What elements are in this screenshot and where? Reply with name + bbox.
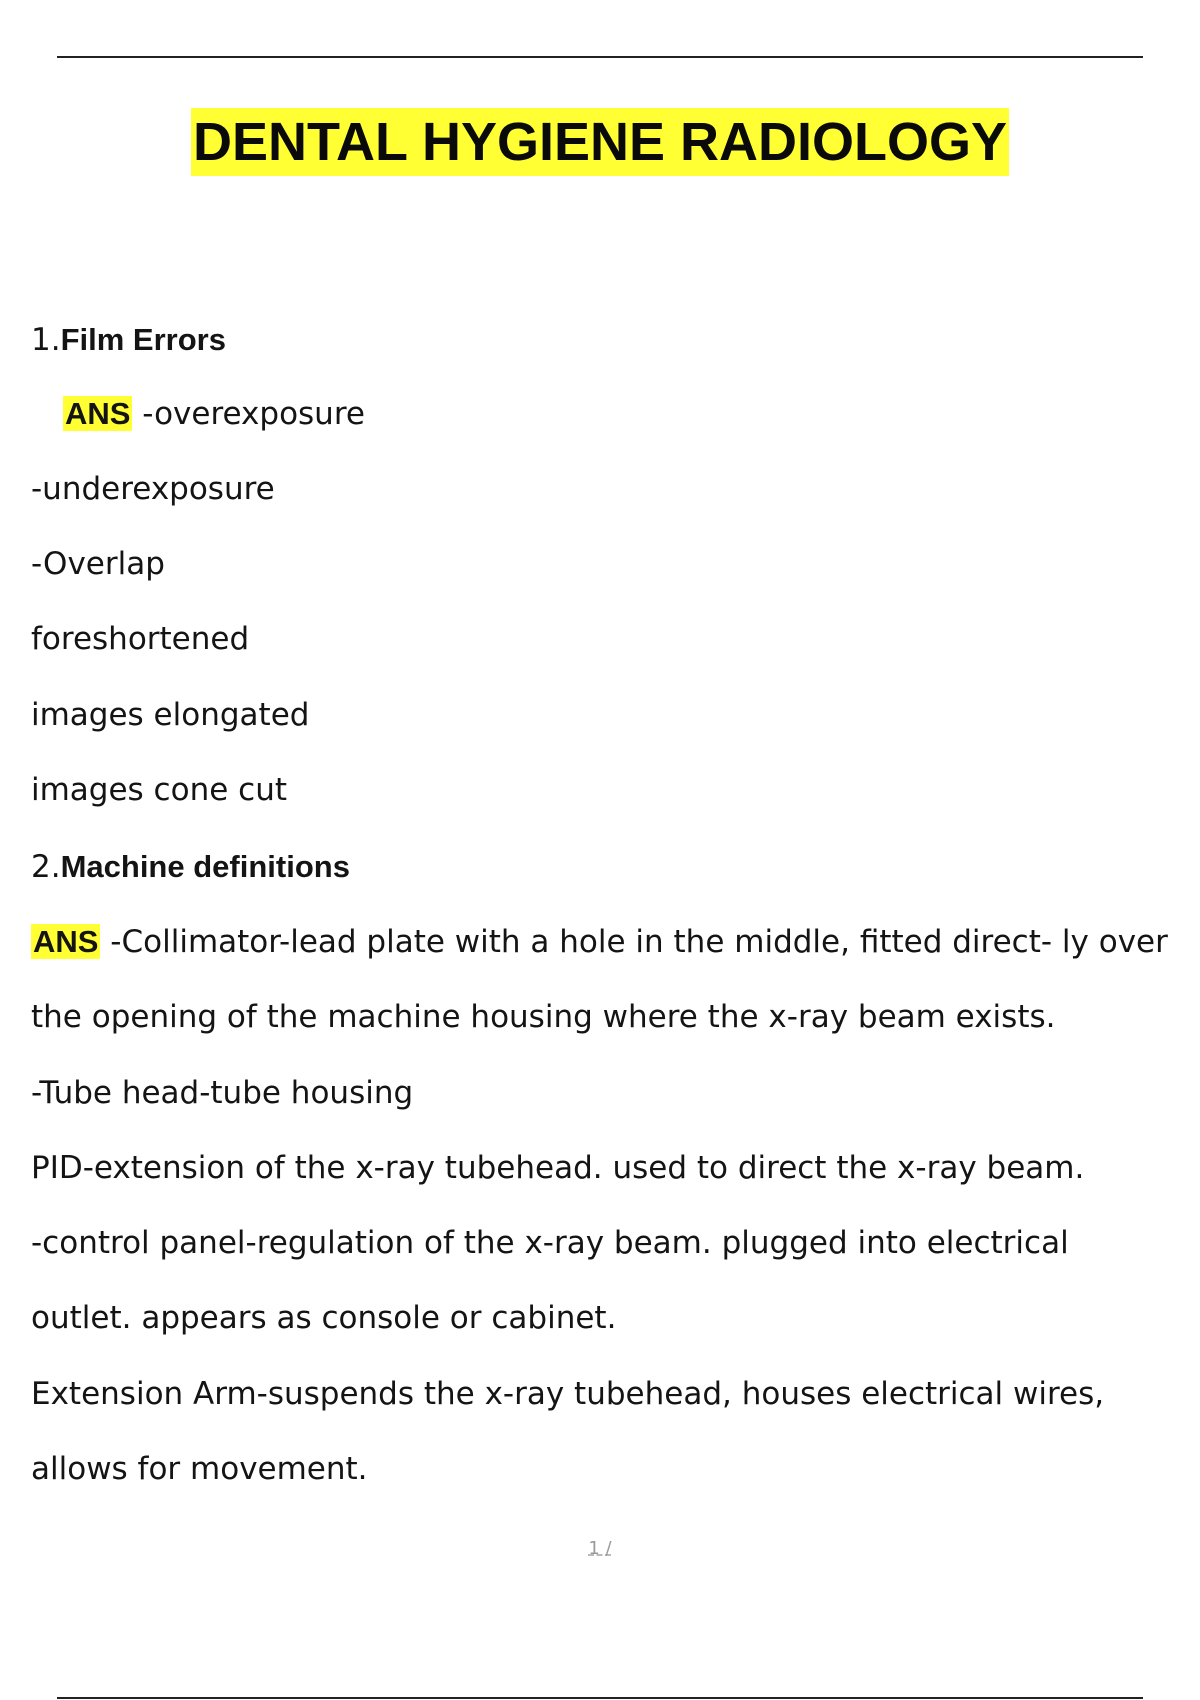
answer-text: -overexposure (132, 396, 365, 432)
question-title: Film Errors (60, 322, 226, 357)
bottom-rule (57, 1697, 1143, 1699)
answer-tag: ANS (33, 924, 99, 959)
answer-line: allows for movement. (31, 1451, 368, 1487)
question-1-heading (31, 320, 226, 360)
answer-line: -control panel-regulation of the x-ray beam. plugged into electrical (31, 1225, 1069, 1261)
page-number: 1 / (588, 1538, 612, 1559)
answer-line: Extension Arm-suspends the x-ray tubehead, houses electrical wires, (31, 1376, 1105, 1412)
answer-line: -underexposure (31, 471, 275, 507)
answer-text: -Collimator-lead plate with a hole in the middle, fitted direct- ly over (100, 924, 1168, 960)
top-rule (57, 56, 1143, 58)
answer-line: images cone cut (31, 772, 287, 808)
question-2-answer-first (31, 922, 1168, 962)
question-number: 2. (31, 849, 61, 885)
answer-line: foreshortened (31, 621, 250, 657)
document-title: DENTAL HYGIENE RADIOLOGY (191, 108, 1009, 176)
answer-line: -Overlap (31, 546, 165, 582)
answer-tag: ANS (65, 396, 131, 431)
answer-line: -Tube head-tube housing (31, 1075, 414, 1111)
answer-line: outlet. appears as console or cabinet. (31, 1300, 617, 1336)
question-1-answer-first (63, 394, 365, 434)
answer-line: images elongated (31, 697, 310, 733)
question-title: Machine definitions (60, 849, 350, 884)
answer-line: PID-extension of the x-ray tubehead. used to direct the x-ray beam. (31, 1150, 1085, 1186)
question-2-heading (31, 847, 350, 887)
question-number: 1. (31, 322, 61, 358)
title-container (0, 108, 1200, 176)
answer-line: the opening of the machine housing where the x-ray beam exists. (31, 999, 1056, 1035)
